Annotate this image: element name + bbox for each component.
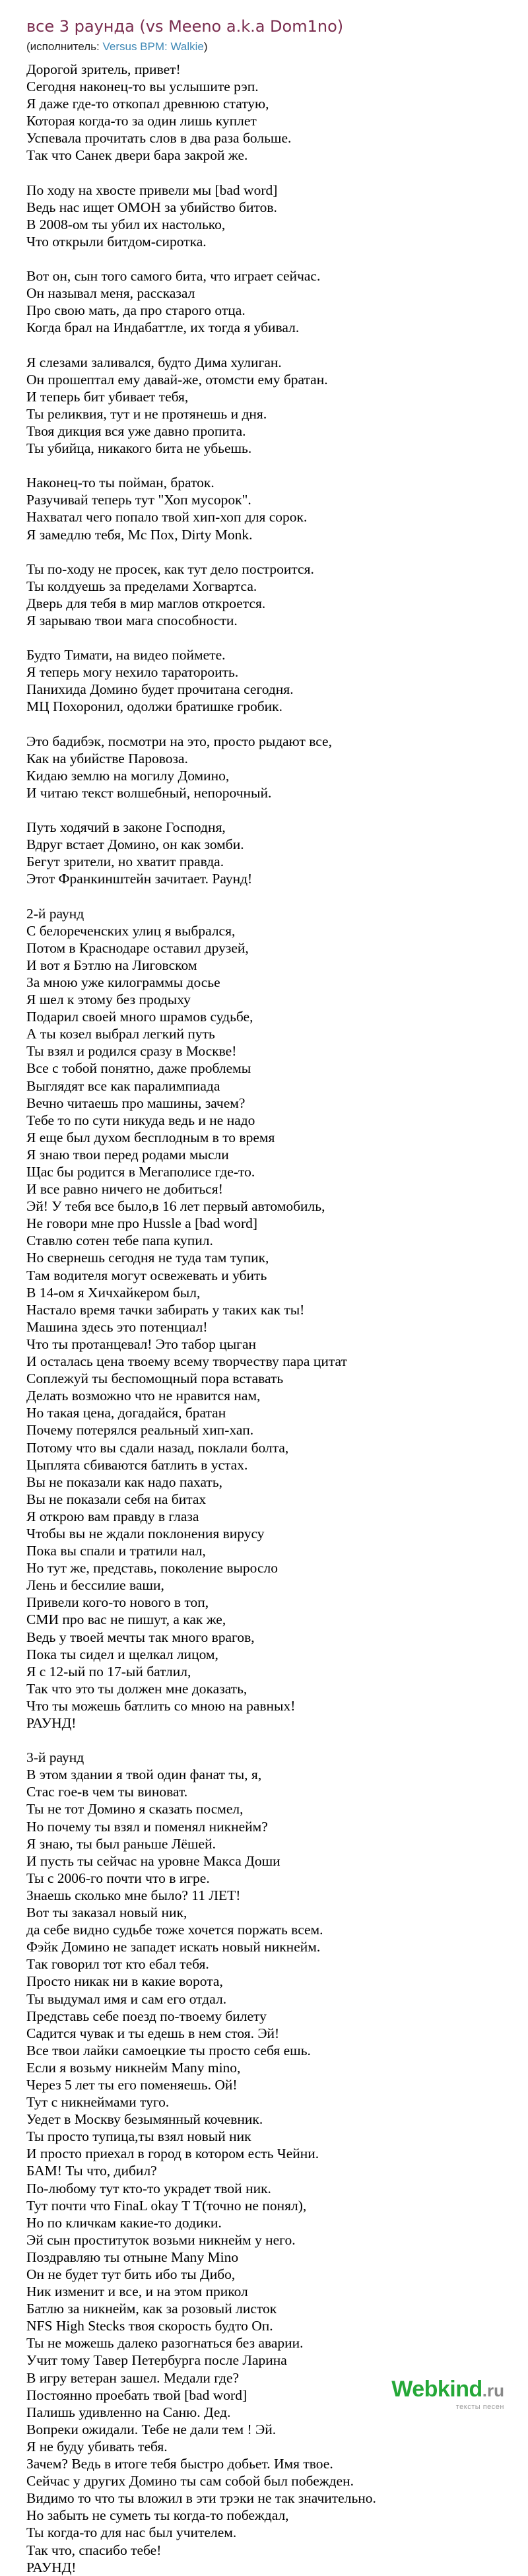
song-header (26, 13, 502, 53)
logo-wordmark: Webkind (391, 2377, 482, 2402)
site-logo[interactable] (391, 2377, 504, 2411)
logo-domain-suffix: .ru (482, 2381, 504, 2400)
performer-link[interactable]: Versus BPM: Walkie (102, 40, 204, 53)
performer-suffix: ) (203, 40, 208, 53)
lyrics-text: Дорогой зритель, привет! Сегодня наконец-то вы услышите рэп. Я даже где-то откопал древнюю статую, Которая когда-то за один лишь куплет Успевала прочитать слов в два раза больше. Так что Санек двери бара закрой же. По ходу на хвосте привели мы [bad word] Ведь нас ищет ОМОН за убийство битов. В 2008-ом ты убил их настолько, Что открыли битдом-сиротка. Вот он, сын того самого бита, что играет сейчас. Он называл меня, рассказал Про свою мать, да про старого отца. Когда брал на Индабаттле, их тогда я убивал. Я слезами заливался, будто Дима хулиган. Он прошептал ему давай-же, отомсти ему братан. И теперь бит убивает тебя, Ты реликвия, тут и не протянешь и дня. Твоя дикция вся уже давно пропита. Ты убийца, никакого бита не убьешь. Наконец-то ты пойман, браток. Разучивай теперь тут "Хоп мусорок". Нахватал чего попало твой хип-хоп для сорок. Я замедлю тебя, Мс Пох, Dirty Monk. Ты по-ходу не просек, как тут дело построится. Ты колдуешь за пределами Хогвартса. Дверь для тебя в мир маглов откроется. Я зарываю твои мага способности. Будто Тимати, на видео поймете. Я теперь могу нехило таратороить. Панихида Домино будет прочитана сегодня. МЦ Похоронил, одолжи братишке гробик. Это бадибэк, посмотри на это, просто рыдают все, Как на убийстве Паровоза. Кидаю землю на могилу Домино, И читаю текст волшебный, непорочный. Путь ходячий в законе Господня, Вдруг встает Домино, он как зомби. Бегут зрители, но хватит правда. Этот Франкинштейн зачитает. Раунд! 2-й раунд С белореченских улиц я выбрался, Потом в Краснодаре оставил друзей, И вот я Бэтлю на Лиговском За мною уже килограммы досье Я шел к этому без продыху Подарил своей много шрамов судьбе, А ты козел выбрал легкий путь Ты взял и родился сразу в Москве! Все с тобой понятно, даже проблемы Выглядят все как паралимпиада Вечно читаешь про машины, зачем? Тебе то по сути никуда ведь и не надо Я еще был духом бесплодным в то время Я знаю твои перед родами мысли Щас бы родится в Мегаполисе где-то. И все равно ничего не добиться! Эй! У тебя все было,в 16 лет первый автомобиль, Не говори мне про Hussle а [bad word] Ставлю сотен тебе папа купил. Но свернешь сегодня не туда там тупик, Там водителя могут освежевать и убить В 14-ом я Хичхайкером был, Настало время тачки забирать у таких как ты! Машина здесь это потенциал! Что ты протанцевал! Это табор цыган И осталась цена твоему всему творчеству пара цитат Соплежуй ты беспомощный пора вставать Делать возможно что не нравится нам, Но такая цена, догадайся, братан Почему потерялся реальный хип-хап. Потому что вы сдали назад, поклали болта, Цыплята сбиваются батлить в устах. Вы не показали как надо пахать, Вы не показали себя на битах Я открою вам правду в глаза Чтобы вы не ждали поклонения вирусу Пока вы спали и тратили нал, Но тут же, представь, поколение выросло Лень и бессилие ваши, Привели кого-то нового в топ, СМИ про вас не пишут, а как же, Ведь у твоей мечты так много врагов, Пока ты сидел и щелкал лицом, Я с 12-ый по 17-ый батлил, Так что это ты должен мне доказать, Что ты можешь батлить со мною на равных! РАУНД! 3-й раунд В этом здании я твой один фанат ты, я, Стас гое-в чем ты виноват. Ты не тот Домино я сказать посмел, Но почему ты взял и поменял никнейм? Я знаю, ты был раньше Лёшей. И пусть ты сейчас на уровне Макса Доши Ты с 2006-го почти что в игре. Знаешь сколько мне было? 11 ЛЕТ! Вот ты заказал новый ник, да себе видно судьбе тоже хочется поржать всем. Фэйк Домино не западет искать новый никнейм. Так говорил тот кто ебал тебя. Просто никак ни в какие ворота, Ты выдумал имя и сам его отдал. Представь себе поезд по-твоему билету Садится чувак и ты едешь в нем стоя. Эй! Все твои лайки самоецкие ты просто себя ешь. Если я возьму никнейм Many mino, Через 5 лет ты его поменяешь. Ой! Тут с никнеймами туго. Уедет в Москву безымянный кочевник. Ты просто тупица,ты взял новый ник И просто приехал в город в котором есть Чейни. БАМ! Ты что, дибил? По-любому тут кто-то украдет твой ник. Тут почти что FinaL okay T T(точно не понял), Но по кличкам какие-то додики. Эй сын проституток возьми никнейм у него. Поздравляю ты отныне Many Mino Он не будет тут бить ибо ты Дибо, Ник изменит и все, и на этом прикол Батлю за никнейм, как за розовый листок NFS High Stecks твоя скорость будто Оп. Ты не можешь далеко разогнаться без аварии. Учит тому Тавер Петербурга после Ларина В игру ветеран зашел. Медали где? Постоянно проебать твой [bad word] Палишь удивленно на Саню. Дед. Вопреки ожидали. Тебе не дали тем ! Эй. Я не буду убивать тебя. Зачем? Ведь в итоге тебя быстро добьет. Имя твое. Сейчас у других Домино ты сам собой был побежден. Видимо то что ты вложил в эти трэки не так значительно. Но забыть не суметь ты когда-то побеждал, Ты когда-то для нас был учителем. Так что, спасибо тебе! РАУНД! (26, 61, 376, 2575)
song-title: все 3 раунда (vs Meeno a.k.a Dom1no) (26, 17, 344, 36)
performer-prefix: (исполнитель: (26, 40, 103, 53)
performer-line (26, 40, 502, 53)
logo-tagline: тексты песен (455, 2403, 504, 2411)
